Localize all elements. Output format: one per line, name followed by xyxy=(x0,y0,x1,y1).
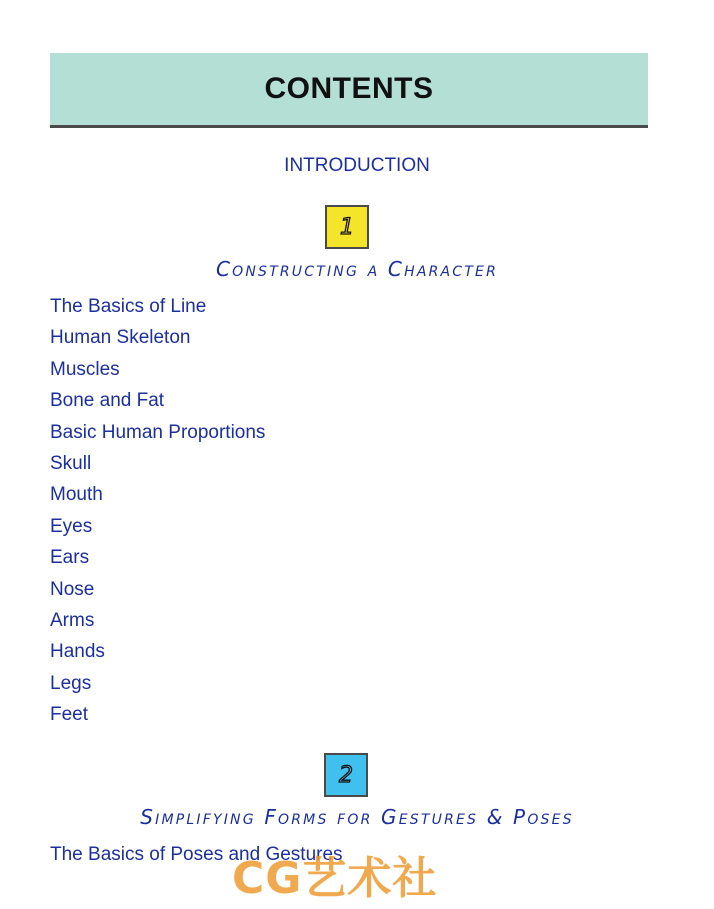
toc-item[interactable]: Nose xyxy=(50,578,95,600)
toc-item[interactable]: Eyes xyxy=(50,515,93,537)
toc-item[interactable]: Feet xyxy=(50,704,89,726)
chapter-2-number-box xyxy=(324,753,368,797)
toc-item[interactable]: Muscles xyxy=(50,358,120,380)
toc-item[interactable]: Ears xyxy=(50,547,90,569)
page-title: CONTENTS xyxy=(264,72,434,105)
chapter-1-number: 1 xyxy=(340,214,354,240)
introduction-link[interactable]: INTRODUCTION xyxy=(284,155,430,176)
toc-item[interactable]: Legs xyxy=(50,672,92,694)
contents-header xyxy=(50,53,648,128)
watermark-logo: CG艺术社 xyxy=(232,853,438,904)
chapter-1-number-box xyxy=(325,205,369,249)
chapter-2-number: 2 xyxy=(339,762,353,788)
toc-item[interactable]: Bone and Fat xyxy=(50,390,165,412)
toc-item[interactable]: Hands xyxy=(50,641,105,663)
toc-item[interactable]: Arms xyxy=(50,609,95,631)
toc-item[interactable]: The Basics of Poses and Gestures xyxy=(50,844,343,865)
chapter-2-title[interactable]: Simplifying Forms for Gestures & Poses xyxy=(140,805,574,829)
toc-item[interactable]: Mouth xyxy=(50,484,103,506)
toc-item[interactable]: Skull xyxy=(50,452,92,474)
chapter-1-title[interactable]: Constructing a Character xyxy=(215,257,498,281)
chapter-1-toc-list xyxy=(50,291,265,730)
toc-item[interactable]: Basic Human Proportions xyxy=(50,421,266,443)
toc-item[interactable]: Human Skeleton xyxy=(50,327,191,349)
toc-item[interactable]: The Basics of Line xyxy=(50,296,207,317)
